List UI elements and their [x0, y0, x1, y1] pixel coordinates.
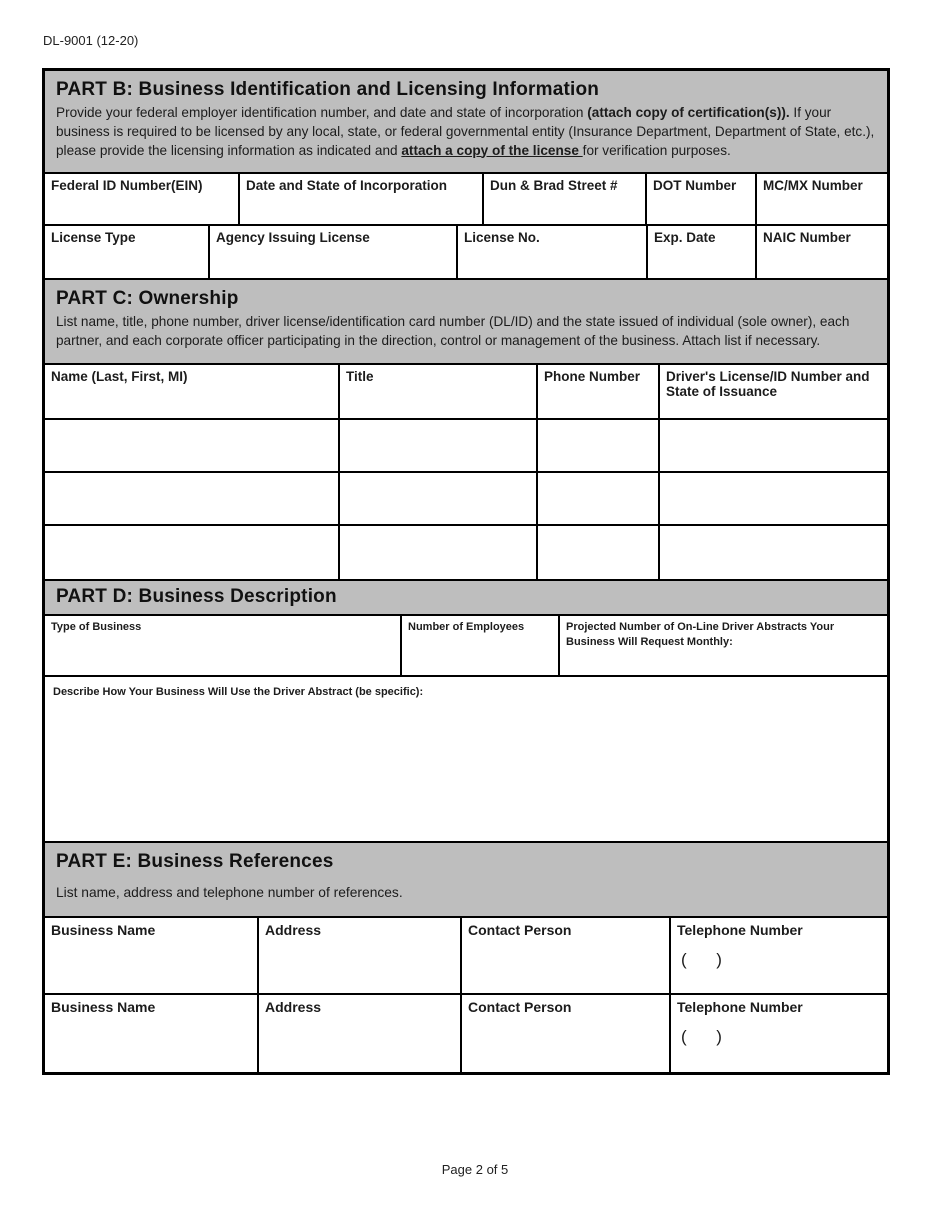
ownership-row-3 — [45, 526, 887, 579]
col-header-phone-label: Phone Number — [544, 368, 641, 384]
field-dun-brad-street[interactable] — [484, 174, 647, 226]
part-e-description: List name, address and telephone number of references. — [56, 884, 403, 900]
part-b-row-2 — [45, 226, 887, 280]
part-c-description: List name, title, phone number, driver license/identification card number (DL/ID) and the state issued of individual (sole owner), each partner, and each corporate officer participating in the direction, control or management of the business. Attach list if necessary. — [56, 314, 850, 348]
part-b-intro-text-1: Provide your federal employer identification number, and date and state of incorporation — [56, 105, 588, 120]
ownership-row-1-dlid[interactable] — [660, 420, 887, 473]
field-date-state-incorporation[interactable] — [240, 174, 484, 226]
ownership-row-1-name[interactable] — [45, 420, 340, 473]
part-b-title: PART B: Business Identification and Licensing Information — [56, 79, 600, 100]
field-address-1-label: Address — [265, 921, 322, 938]
phone-parens-2: ( ) — [681, 1026, 723, 1046]
field-business-name-1-label: Business Name — [51, 921, 156, 938]
field-contact-person-1-label: Contact Person — [468, 921, 572, 938]
field-number-of-employees-label: Number of Employees — [408, 620, 525, 633]
field-naic-number[interactable] — [757, 226, 887, 280]
field-contact-person-2[interactable] — [462, 995, 671, 1072]
col-header-phone — [538, 365, 660, 420]
ownership-row-1-phone[interactable] — [538, 420, 660, 473]
part-c-header — [45, 280, 887, 365]
field-mcmx-number-label: MC/MX Number — [763, 178, 863, 194]
ownership-row-3-phone[interactable] — [538, 526, 660, 579]
ownership-row-1 — [45, 420, 887, 473]
field-address-1[interactable] — [259, 918, 462, 995]
field-describe-usage-label: Describe How Your Business Will Use the Driver Abstract (be specific): — [53, 685, 424, 698]
field-mcmx-number[interactable] — [757, 174, 887, 226]
part-d-row — [45, 616, 887, 677]
field-naic-number-label: NAIC Number — [763, 230, 851, 246]
part-c-title: PART C: Ownership — [56, 288, 239, 310]
part-e-section — [45, 843, 887, 1072]
col-header-title-label: Title — [346, 368, 374, 384]
field-business-name-1[interactable] — [45, 918, 259, 995]
field-projected-abstracts-label: Projected Number of On-Line Driver Abstracts Your Business Will Request Monthly: — [566, 620, 835, 648]
field-federal-id-ein[interactable] — [45, 174, 240, 226]
field-address-2[interactable] — [259, 995, 462, 1072]
field-exp-date-label: Exp. Date — [654, 230, 716, 246]
field-dot-number[interactable] — [647, 174, 757, 226]
field-contact-person-1[interactable] — [462, 918, 671, 995]
ownership-row-2-dlid[interactable] — [660, 473, 887, 526]
field-license-no-label: License No. — [464, 230, 540, 246]
form-body — [42, 68, 890, 1075]
ownership-row-3-title[interactable] — [340, 526, 538, 579]
ownership-row-2-title[interactable] — [340, 473, 538, 526]
part-b-section — [45, 71, 887, 280]
col-header-name-label: Name (Last, First, MI) — [51, 368, 188, 384]
field-business-name-2-label: Business Name — [51, 998, 156, 1015]
part-d-section — [45, 579, 887, 843]
field-exp-date[interactable] — [648, 226, 757, 280]
field-dun-brad-street-label: Dun & Brad Street # — [490, 178, 618, 194]
field-number-of-employees[interactable] — [402, 616, 560, 677]
part-b-intro-text-2: If your business is required to be licensed by any local, state, or federal governmental entity (Insurance Department, Department of State, etc.), please provide the licensing information as indicated and — [56, 105, 875, 158]
col-header-title — [340, 365, 538, 420]
part-b-row-1 — [45, 174, 887, 226]
field-agency-issuing-license[interactable] — [210, 226, 458, 280]
part-b-intro-text-3: for verification purposes. — [582, 142, 731, 158]
field-dot-number-label: DOT Number — [653, 178, 737, 194]
part-c-section — [45, 280, 887, 579]
part-b-header — [45, 71, 887, 174]
field-type-of-business[interactable] — [45, 616, 402, 677]
field-license-type[interactable] — [45, 226, 210, 280]
field-contact-person-2-label: Contact Person — [468, 998, 572, 1015]
field-license-no[interactable] — [458, 226, 648, 280]
part-e-header — [45, 843, 887, 918]
reference-row-1 — [45, 918, 887, 995]
field-federal-id-ein-label: Federal ID Number(EIN) — [51, 178, 203, 194]
field-projected-abstracts[interactable] — [560, 616, 887, 677]
ownership-row-3-dlid[interactable] — [660, 526, 887, 579]
col-header-name — [45, 365, 340, 420]
part-d-header — [45, 579, 887, 616]
part-b-intro-bold-underline: attach a copy of the license — [401, 142, 583, 158]
field-telephone-number-2-label: Telephone Number — [677, 998, 803, 1015]
field-telephone-number-1-label: Telephone Number — [677, 921, 803, 938]
form-number: DL-9001 (12-20) — [43, 33, 139, 48]
ownership-row-3-name[interactable] — [45, 526, 340, 579]
field-license-type-label: License Type — [51, 230, 136, 246]
field-telephone-number-2[interactable] — [671, 995, 887, 1072]
part-b-intro-bold-1: (attach copy of certification(s)). — [587, 105, 790, 120]
field-agency-issuing-license-label: Agency Issuing License — [216, 230, 370, 246]
field-date-state-incorporation-label: Date and State of Incorporation — [246, 178, 448, 194]
ownership-row-2 — [45, 473, 887, 526]
field-type-of-business-label: Type of Business — [51, 620, 142, 633]
field-telephone-number-1[interactable] — [671, 918, 887, 995]
ownership-table-header — [45, 365, 887, 420]
part-d-title: PART D: Business Description — [56, 585, 337, 607]
field-describe-usage[interactable] — [45, 677, 887, 843]
ownership-row-2-name[interactable] — [45, 473, 340, 526]
field-address-2-label: Address — [265, 998, 322, 1015]
part-e-title: PART E: Business References — [56, 850, 334, 872]
ownership-row-2-phone[interactable] — [538, 473, 660, 526]
field-business-name-2[interactable] — [45, 995, 259, 1072]
col-header-dl-id — [660, 365, 887, 420]
page-number: Page 2 of 5 — [441, 1162, 509, 1177]
reference-row-2 — [45, 995, 887, 1072]
ownership-row-1-title[interactable] — [340, 420, 538, 473]
part-b-intro — [56, 104, 876, 160]
col-header-dl-id-label: Driver's License/ID Number and State of Issuance — [666, 368, 870, 399]
phone-parens-1: ( ) — [681, 949, 723, 969]
